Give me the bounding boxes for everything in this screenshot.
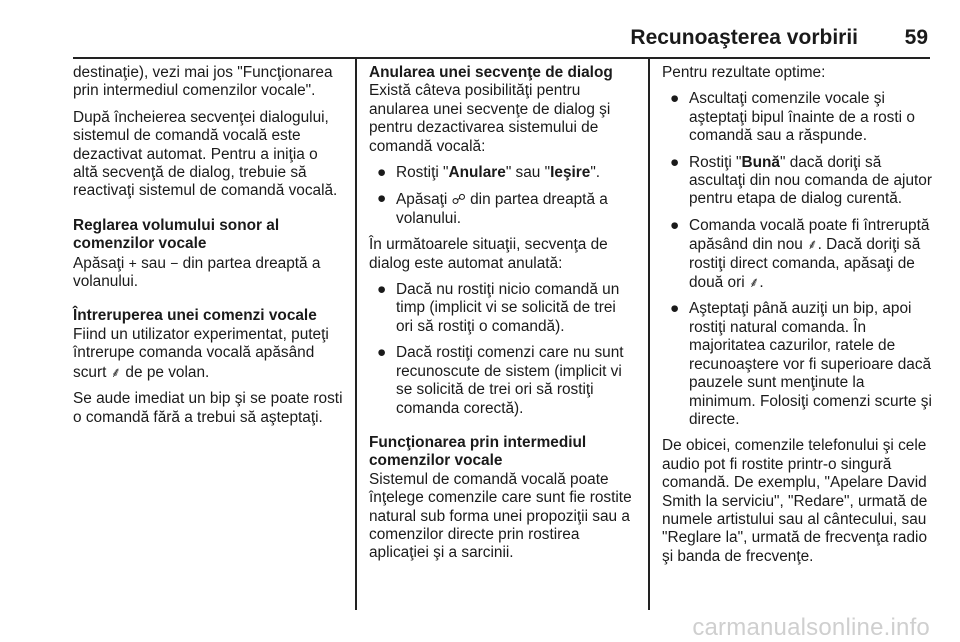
voice-command-icon: ⸙ [110,363,122,380]
paragraph: În următoarele situaţii, secvenţa de dialog este automat anulată: [369,236,608,272]
plus-icon: + [128,254,137,271]
voice-command-icon: ⸙ [807,236,818,253]
column-divider [648,58,650,610]
page-header [73,26,930,52]
bullet-icon: ● [377,164,387,182]
bullet-icon: ● [670,153,680,171]
list-item: ● Dacă nu rostiţi nicio comandă un timp (implicit vi se solicită de trei ori să rostiţi o comandă). [377,281,620,335]
bullet-icon: ● [377,344,387,362]
column-middle [369,64,637,571]
page-title: Recunoaşterea vorbirii [630,26,858,49]
watermark: carmanualsonline.info [692,614,930,641]
list-item: ● Dacă rostiţi comenzi care nu sunt recunoscute de sistem (implicit vi se solicită de trei ori să rostiţi comanda corectă). [377,344,624,417]
paragraph: Există câteva posibilităţi pentru anularea unei secvenţe de dialog şi pentru dezactivarea sistemului de comandă vocală: [369,82,611,155]
header-rule [73,57,930,59]
bullet-icon: ● [670,216,680,234]
column-left [73,64,343,435]
bullet-icon: ● [377,281,387,299]
column-divider [355,58,357,610]
paragraph: Se aude imediat un bip şi se poate rosti o comandă fără a trebui să aşteptaţi. [73,390,343,426]
bullet-icon: ● [377,190,387,208]
hang-up-icon: ☍ [451,191,466,208]
section-heading: Anularea unei secvenţe de dialog [369,64,613,81]
list-item: ● Comanda vocală poate fi întreruptă apăsând din nou ⸙. Dacă doriţi să rostiţi direct comanda, apăsaţi de două ori ⸙. [670,216,930,292]
paragraph: destinaţie), vezi mai jos "Funcţionarea prin intermediul comenzilor vocale". [73,64,333,100]
minus-icon: − [170,254,179,271]
list-item: ● Apăsaţi ☍ din partea dreaptă a volanului. [377,190,608,227]
paragraph: Apăsaţi + sau − din partea dreaptă a volanului. [73,254,321,291]
bullet-icon: ● [670,90,680,108]
column-right [662,64,932,574]
list-item: ● Aşteptaţi până auziţi un bip, apoi rostiţi natural comanda. În majoritatea cazurilor, ratele de recunoaştere vor fi superioare dacă pauzele sunt menţinute la minimum. Folosiţi comenzi scurte şi directe. [670,300,932,428]
section-heading: Funcţionarea prin intermediul comenzilor vocale [369,433,587,470]
list-item: ● Rostiţi "Bună" dacă doriţi să ascultaţi din nou comanda de ajutor pentru etapa de dialog curentă. [670,153,932,208]
section-heading: Reglarea volumului sonor al comenzilor vocale [73,216,280,253]
paragraph: Pentru rezultate optime: [662,64,826,81]
paragraph: Fiind un utilizator experimentat, puteţi întrerupe comanda vocală apăsând scurt ⸙ de pe volan. [73,325,329,381]
paragraph: După încheierea secvenţei dialogului, sistemul de comandă vocală este dezactivat automat. Pentru a iniţia o altă secvenţă de dialog, trebuie să reactivaţi sistemul de comandă vocală. [73,108,338,200]
paragraph: De obicei, comenzile telefonului şi cele audio pot fi rostite printr-o singură comandă. De exemplu, "Apelare David Smith la serviciu", "Redare", urmată de numele artistului sau al cântecului, sau "Reglare la", urmată de frecvenţa radio şi banda de frecvenţe. [662,437,928,565]
paragraph: Sistemul de comandă vocală poate înţelege comenzile care sunt fie rostite natural sub forma unei propoziţii sau a comenzilor directe prin rostirea aplicaţiei şi a sarcinii. [369,470,632,562]
section-heading: Întreruperea unei comenzi vocale [73,307,317,325]
voice-command-icon: ⸙ [748,274,760,291]
list-item: ● Ascultaţi comenzile vocale şi aşteptaţi bipul înainte de a rosti o comandă sau a răspunde. [670,90,915,145]
page-number: 59 [904,26,928,49]
list-item: ● Rostiţi "Anulare" sau "Ieşire". [377,164,601,182]
bullet-icon: ● [670,300,680,318]
